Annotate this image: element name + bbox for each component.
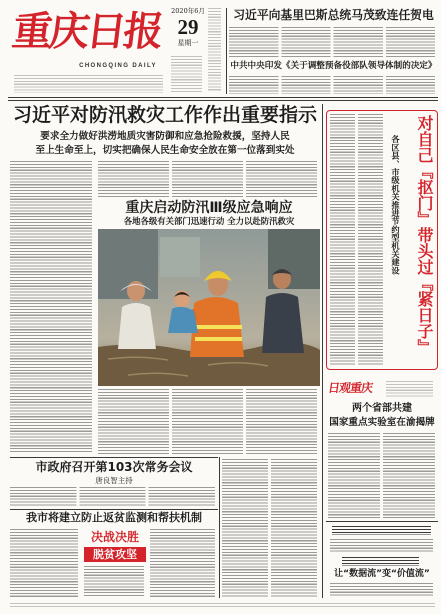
brief-2-headline-top (342, 557, 422, 566)
lead-story-headline: 习近平对防汛救灾工作作出重要指示 (12, 104, 317, 126)
lead-story-subheadline-line-2: 至上生命至上，切实把确保人民生命安全放在第一位落到实处 (35, 145, 295, 156)
column-story-body (328, 433, 438, 518)
campaign-logo-line-1: 决战决胜 (90, 530, 139, 544)
poverty-story-body-right (150, 529, 218, 598)
brief-2-body (330, 583, 436, 597)
section-rule-meeting (10, 457, 218, 458)
flood-story-body (98, 389, 320, 454)
campaign-logo-line-2: 脱贫攻坚 (84, 547, 146, 562)
meeting-story-byline: 唐良智主持 (95, 476, 133, 485)
flood-rescue-photo-image (98, 229, 320, 386)
flood-story-headline: 重庆启动防汛Ⅲ级应急响应 (125, 200, 293, 216)
date-month: 2020年6月 (171, 7, 205, 15)
publication-info-text (208, 8, 224, 92)
masthead-bottom-rule-thin (8, 100, 438, 101)
masthead-bottom-rule (8, 97, 438, 98)
poverty-story-body-middle (84, 566, 147, 598)
flood-rescue-photo (98, 229, 320, 386)
top-story-2-body (229, 76, 438, 94)
continued-story-body (222, 459, 320, 598)
meeting-story-body (10, 487, 218, 507)
date-box (170, 7, 206, 53)
column-story-headline-line-2: 国家重点实验室在渝揭牌 (329, 417, 435, 428)
campaign-logo (84, 530, 146, 563)
meeting-story-headline: 市政府召开第103次常务会议 (35, 460, 193, 474)
brief-1-body (330, 539, 436, 553)
lower-column-divider (219, 457, 220, 598)
column-logo: 日观重庆 (327, 381, 374, 395)
feature-story-subheadline: 各区县、市级机关推进节约型机关建设 (391, 135, 401, 275)
feature-story-box (326, 110, 438, 370)
flood-story-subheadline: 各地各级有关部门迅速行动 全力以赴防汛救灾 (123, 216, 295, 226)
column-logo-caption (386, 381, 436, 397)
top-story-1-headline: 习近平向基里巴斯总统马茂致连任贺电 (233, 8, 434, 22)
masthead-english-name: CHONGQING DAILY (79, 63, 157, 69)
brief-1-headline (332, 526, 434, 535)
right-column-divider (322, 104, 323, 598)
issue-info-text (171, 56, 205, 92)
feature-story-body (330, 114, 386, 365)
feature-story-headline: 对自己『抠门』带头过『紧日子』 (415, 115, 434, 355)
masthead-info-text (14, 75, 166, 93)
section-rule-poverty (10, 509, 218, 510)
masthead-divider (226, 8, 227, 94)
lead-story-subheadline-line-1: 要求全力做好洪涝地质灾害防御和应急抢险救援，坚持人民 (40, 131, 290, 142)
top-story-2-headline: 中共中央印发《关于调整预备役部队领导体制的决定》 (230, 61, 437, 71)
lead-story-body-left (10, 161, 95, 454)
lead-story-body-top (98, 161, 320, 197)
footer-text (10, 603, 438, 609)
date-day: 29 (177, 15, 199, 39)
poverty-story-headline: 我市将建立防止返贫监测和帮扶机制 (26, 511, 202, 524)
top-story-1-body (229, 27, 438, 59)
masthead-logo: 重庆日报 (9, 8, 164, 55)
date-weekday: 星期一 (177, 39, 199, 47)
column-story-headline-line-1: 两个省部共建 (352, 403, 412, 414)
poverty-story-body-left (10, 529, 81, 598)
briefs-rule (326, 521, 438, 522)
brief-2-headline: 让“数据流”变“价值流” (334, 569, 430, 579)
